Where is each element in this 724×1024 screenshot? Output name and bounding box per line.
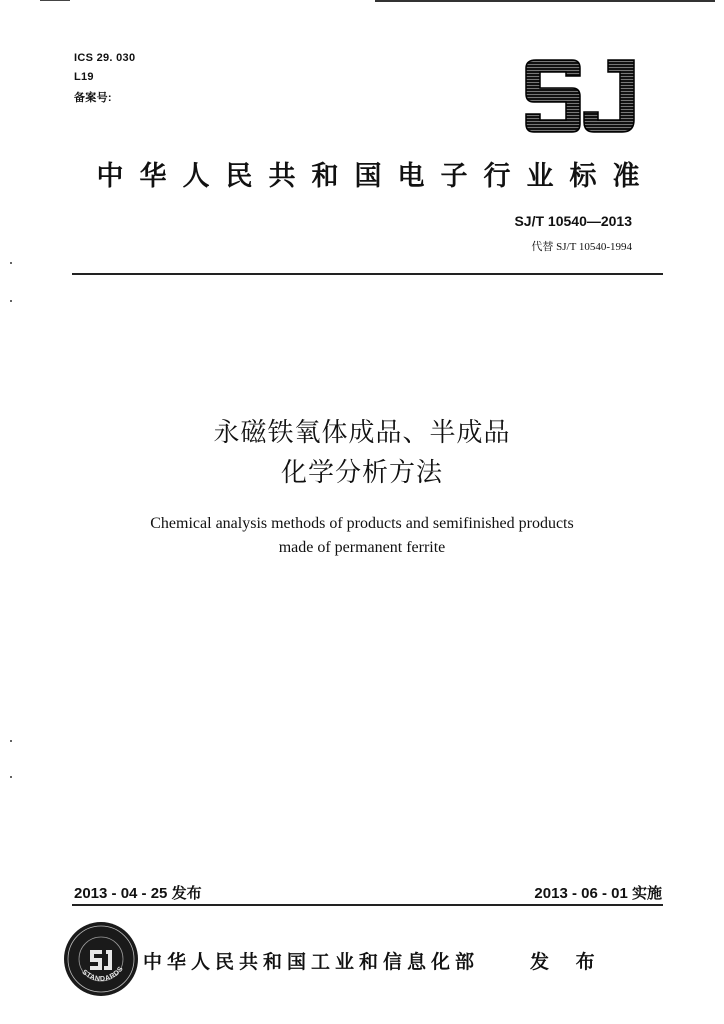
top-edge-mark <box>40 0 70 1</box>
scan-dot <box>10 262 12 264</box>
sj-logo <box>522 58 642 136</box>
header-rule <box>72 273 663 275</box>
document-title-cn-line1: 永磁铁氧体成品、半成品 <box>213 418 511 448</box>
footer-rule <box>72 904 663 906</box>
standard-category-title: 中华人民共和国电子行业标准 <box>96 161 656 192</box>
filing-number-label: 备案号: <box>74 92 112 104</box>
document-title-en-line2: made of permanent ferrite <box>278 539 446 556</box>
scan-dot <box>10 300 12 302</box>
scan-dot <box>10 740 12 742</box>
replaces-standard: 代替 SJ/T 10540-1994 <box>531 241 632 253</box>
top-edge-rule <box>375 0 715 2</box>
publish-label: 发 布 <box>530 951 605 973</box>
issue-date: 2013 - 04 - 25 发布 <box>74 885 202 902</box>
publisher-name: 中华人民共和国工业和信息化部 <box>143 951 480 973</box>
document-title-cn-line2: 化学分析方法 <box>280 458 443 488</box>
publisher-seal <box>62 920 140 998</box>
effective-date: 2013 - 06 - 01 实施 <box>534 885 662 902</box>
scan-dot <box>10 776 12 778</box>
ccs-code: L19 <box>74 71 94 83</box>
ics-code: ICS 29. 030 <box>74 52 136 64</box>
seal-text: STANDARDS <box>80 965 125 983</box>
document-title-en-line1: Chemical analysis methods of products and semifinished products <box>150 515 574 532</box>
standard-number: SJ/T 10540—2013 <box>514 213 632 229</box>
